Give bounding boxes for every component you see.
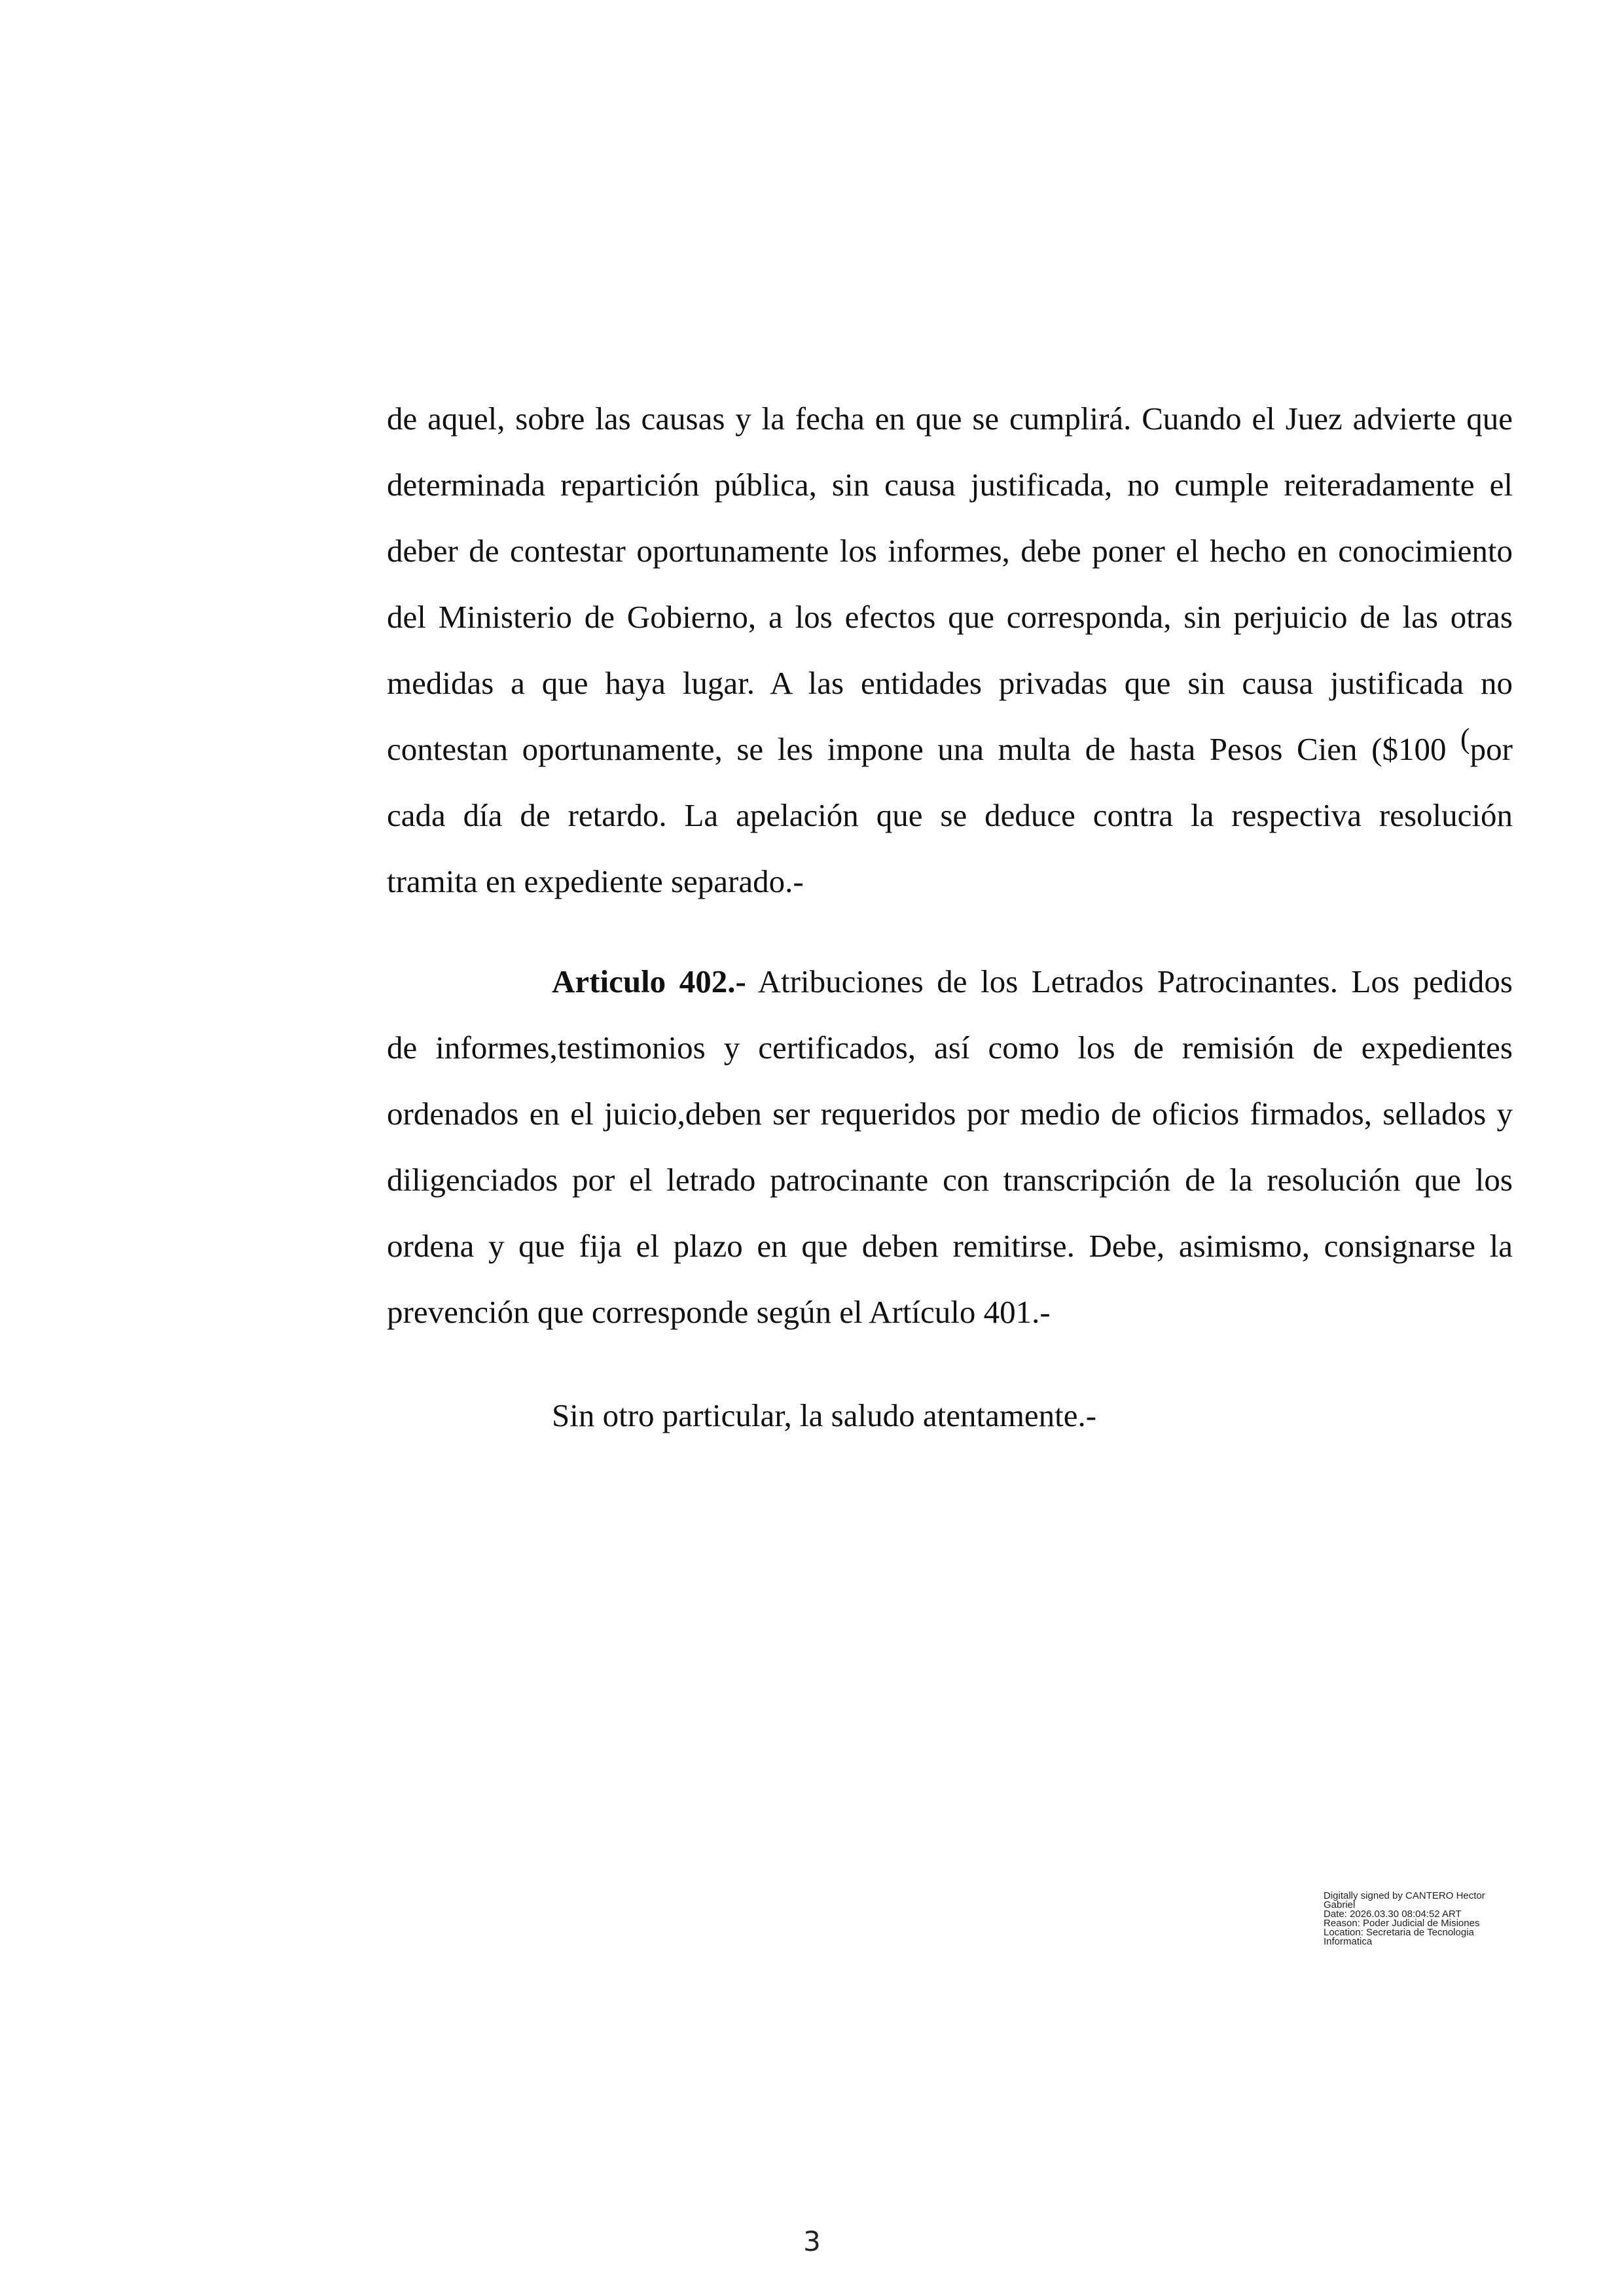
raised-parenthesis: ( (1460, 723, 1470, 755)
signature-line: Location: Secretaria de Tecnologia (1324, 1927, 1474, 1938)
article-first-line (552, 962, 1513, 1001)
signature-line: Date: 2026.03.30 08:04:52 ART (1324, 1909, 1462, 1920)
article-line: de informes,testimonios y certificados, así como los de remisión de expedientes (387, 1030, 1513, 1066)
article-line: ordena y que fija el plazo en que deben remitirse. Debe, asimismo, consignarse la (387, 1228, 1513, 1264)
closing-line: Sin otro particular, la saludo atentamente.- (552, 1397, 1097, 1433)
digital-signature (1324, 1892, 1540, 1946)
signature-line: Reason: Poder Judicial de Misiones (1324, 1918, 1480, 1929)
paragraph-line: determinada repartición pública, sin causa justificada, no cumple reiteradamente el (387, 467, 1513, 503)
paragraph-line: de aquel, sobre las causas y la fecha en que se cumplirá. Cuando el Juez advierte que (387, 401, 1513, 437)
article-line: diligenciados por el letrado patrocinante con transcripción de la resolución que los (387, 1162, 1513, 1198)
page-number: 3 (803, 2225, 821, 2257)
paragraph-line-text: contestan oportunamente, se les impone una multa de hasta Pesos Cien ($100 (387, 731, 1461, 767)
article-line: prevención que corresponde según el Artículo 401.- (387, 1294, 1051, 1330)
paragraph-line: medidas a que haya lugar. A las entidades privadas que sin causa justificada no (387, 665, 1513, 701)
signature-line: Informatica (1324, 1936, 1373, 1947)
signature-line: Digitally signed by CANTERO Hector (1324, 1890, 1485, 1901)
paragraph-line: del Ministerio de Gobierno, a los efectos que corresponda, sin perjuicio de las otras (387, 599, 1513, 635)
paragraph-line-with-amount (387, 723, 1513, 770)
article-line: ordenados en el juicio,deben ser requeridos por medio de oficios firmados, sellados y (387, 1096, 1513, 1132)
paragraph-line-end: por (1470, 731, 1513, 767)
paragraph-line: tramita en expediente separado.- (387, 863, 804, 899)
article-heading: Articulo 402.- (552, 963, 746, 999)
paragraph-line: cada día de retardo. La apelación que se deduce contra la respectiva resolución (387, 797, 1513, 833)
article-first-line-text: Atribuciones de los Letrados Patrocinantes. Los pedidos (746, 963, 1513, 999)
signature-line: Gabriel (1324, 1899, 1356, 1910)
paragraph-line: deber de contestar oportunamente los informes, debe poner el hecho en conocimiento (387, 533, 1513, 569)
